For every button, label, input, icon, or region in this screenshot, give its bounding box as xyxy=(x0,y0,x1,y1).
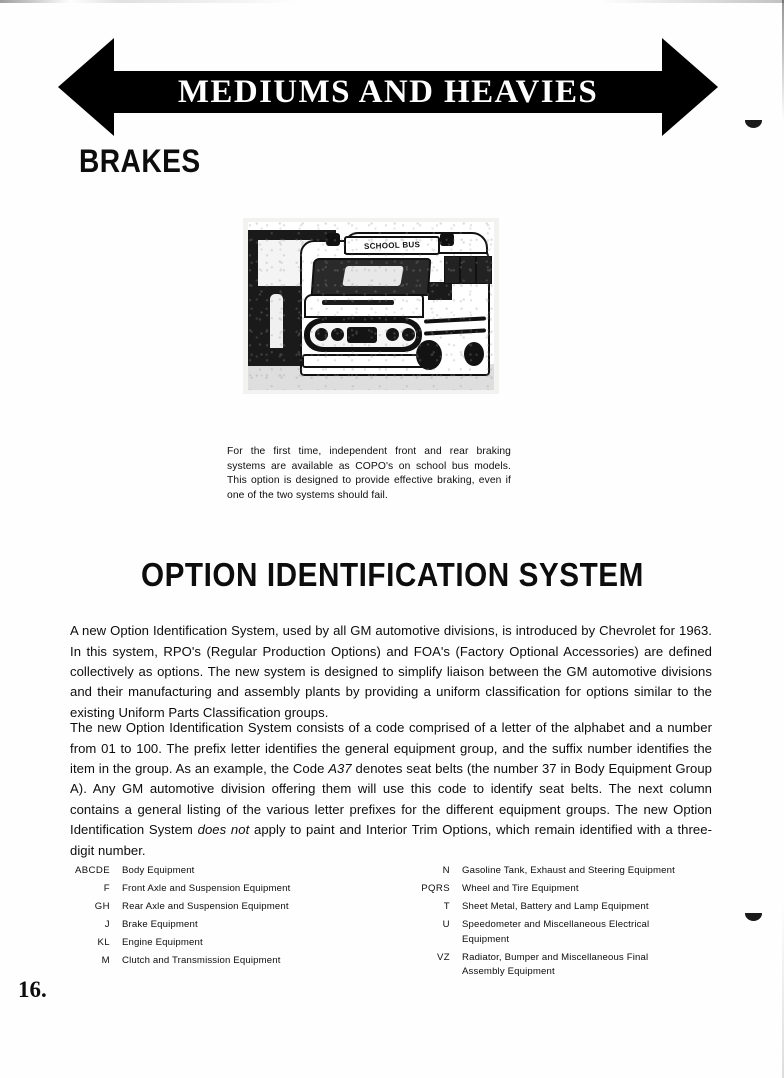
code-list-item xyxy=(404,951,734,980)
code-description: Gasoline Tank, Exhaust and Steering Equipment xyxy=(462,865,675,876)
code-list-left-column xyxy=(64,864,394,972)
photo-bus-panel xyxy=(428,282,452,300)
school-bus-photo xyxy=(248,222,494,390)
photo-windshield-glare xyxy=(342,266,404,286)
photo-rear-wheel xyxy=(464,342,484,366)
body-paragraph-2 xyxy=(70,718,712,861)
photo-sign-text: SCHOOL BUS xyxy=(363,240,421,251)
emphasis-does-not: does not xyxy=(197,822,250,838)
margin-binding-mark xyxy=(745,913,762,921)
code-description-line2: Assembly Equipment xyxy=(462,966,555,978)
photo-person xyxy=(270,294,283,348)
code-prefix: M xyxy=(101,954,110,966)
photo-headlamp xyxy=(402,328,415,341)
photo-caption: For the first time, independent front and rear braking systems are available as COPO's on school bus models. This option is designed to provide effective braking, even if one of the two systems should fail. xyxy=(227,446,511,501)
code-prefix: KL xyxy=(97,936,110,948)
code-prefix: ABCDE xyxy=(74,865,110,876)
code-description: Front Axle and Suspension Equipment xyxy=(122,882,291,894)
page-title xyxy=(0,558,784,591)
photo-destination-sign xyxy=(344,236,440,255)
photo-headlamp xyxy=(331,328,344,341)
photo-grille-bar xyxy=(347,327,377,343)
code-prefix: T xyxy=(443,900,450,912)
code-prefix: GH xyxy=(94,900,110,912)
code-description-line1: Radiator, Bumper and Miscellaneous Final xyxy=(462,951,649,963)
code-prefix: N xyxy=(442,865,450,876)
photo-roof-lamp xyxy=(326,233,340,246)
paragraph-2-part-a: The new Option Identification System consists of a code comprised of a letter of the alphabet and a number from 01 to 100. The prefix letter identifies the general equipment group, and the suffix number identifies the item in the group. As an example, the Code xyxy=(70,720,712,776)
code-list-item xyxy=(404,900,734,915)
code-emphasis-a37: A37 xyxy=(328,760,352,776)
code-prefix: J xyxy=(104,918,110,930)
code-list-item xyxy=(64,864,394,879)
code-description: Clutch and Transmission Equipment xyxy=(122,954,281,966)
code-description: Body Equipment xyxy=(122,865,195,876)
code-list-item xyxy=(64,882,394,897)
code-description xyxy=(462,918,734,947)
page-number: 16. xyxy=(18,977,47,1002)
code-description-line2: Equipment xyxy=(462,933,510,945)
code-description: Wheel and Tire Equipment xyxy=(462,882,579,894)
photo-side-window xyxy=(460,256,476,284)
code-prefix: VZ xyxy=(436,951,450,963)
code-description-line1: Speedometer and Miscellaneous Electrical xyxy=(462,918,650,930)
margin-binding-mark xyxy=(745,120,762,128)
photo-hood-trim xyxy=(322,300,394,305)
code-prefix: F xyxy=(103,882,110,894)
page-title-text: OPTION IDENTIFICATION SYSTEM xyxy=(140,556,644,593)
code-list-item xyxy=(404,882,734,897)
photo-figure xyxy=(243,218,499,394)
code-prefix: U xyxy=(442,918,450,930)
photo-headlamp xyxy=(386,328,399,341)
photo-side-window xyxy=(444,256,460,284)
code-list-item xyxy=(64,954,394,969)
photo-bumper xyxy=(302,354,430,368)
code-list-item xyxy=(64,936,394,951)
paragraph-2-part-c: apply to paint and Interior Trim Options, which remain identified with a three-digit number. xyxy=(70,822,713,858)
code-description: Engine Equipment xyxy=(122,936,203,948)
paragraph-2-part-b: denotes seat belts (the number 37 in Body Equipment Group A). Any GM automotive division offering them will use this code to identify seat belts. The next column contains a general listing of the various letter prefixes for the different equipment groups. The new Option Identification System xyxy=(70,760,712,838)
section-banner xyxy=(58,38,718,136)
code-list-right-column xyxy=(404,864,734,983)
code-prefix: PQRS xyxy=(421,882,450,894)
banner-title: MEDIUMS AND HEAVIES xyxy=(177,73,599,110)
photo-side-window xyxy=(476,256,492,284)
code-description xyxy=(462,951,734,980)
photo-roof-lamp xyxy=(440,233,454,246)
code-description: Rear Axle and Suspension Equipment xyxy=(122,900,289,912)
photo-hood xyxy=(304,294,424,318)
body-paragraph-1: A new Option Identification System, used by all GM automotive divisions, is introduced by Chevrolet for 1963. In this system, RPO's (Regular Production Options) and FOA's (Factory Optional Accessories) are defined collectively as options. The new system is designed to simplify liaison between the GM automotive divisions and their manufacturing and assembly plants by providing a uniform classification for options similar to the existing Uniform Parts Classification groups. xyxy=(70,623,712,720)
page-subhead: BRAKES xyxy=(79,143,201,179)
scan-edge-top xyxy=(0,0,784,3)
code-list-item xyxy=(404,864,734,879)
code-description: Sheet Metal, Battery and Lamp Equipment xyxy=(462,900,649,912)
photo-front-wheel xyxy=(416,340,442,370)
photo-headlamp xyxy=(315,328,328,341)
code-description: Brake Equipment xyxy=(122,918,198,930)
code-list-item xyxy=(404,918,734,947)
code-list-item xyxy=(64,918,394,933)
code-list-item xyxy=(64,900,394,915)
